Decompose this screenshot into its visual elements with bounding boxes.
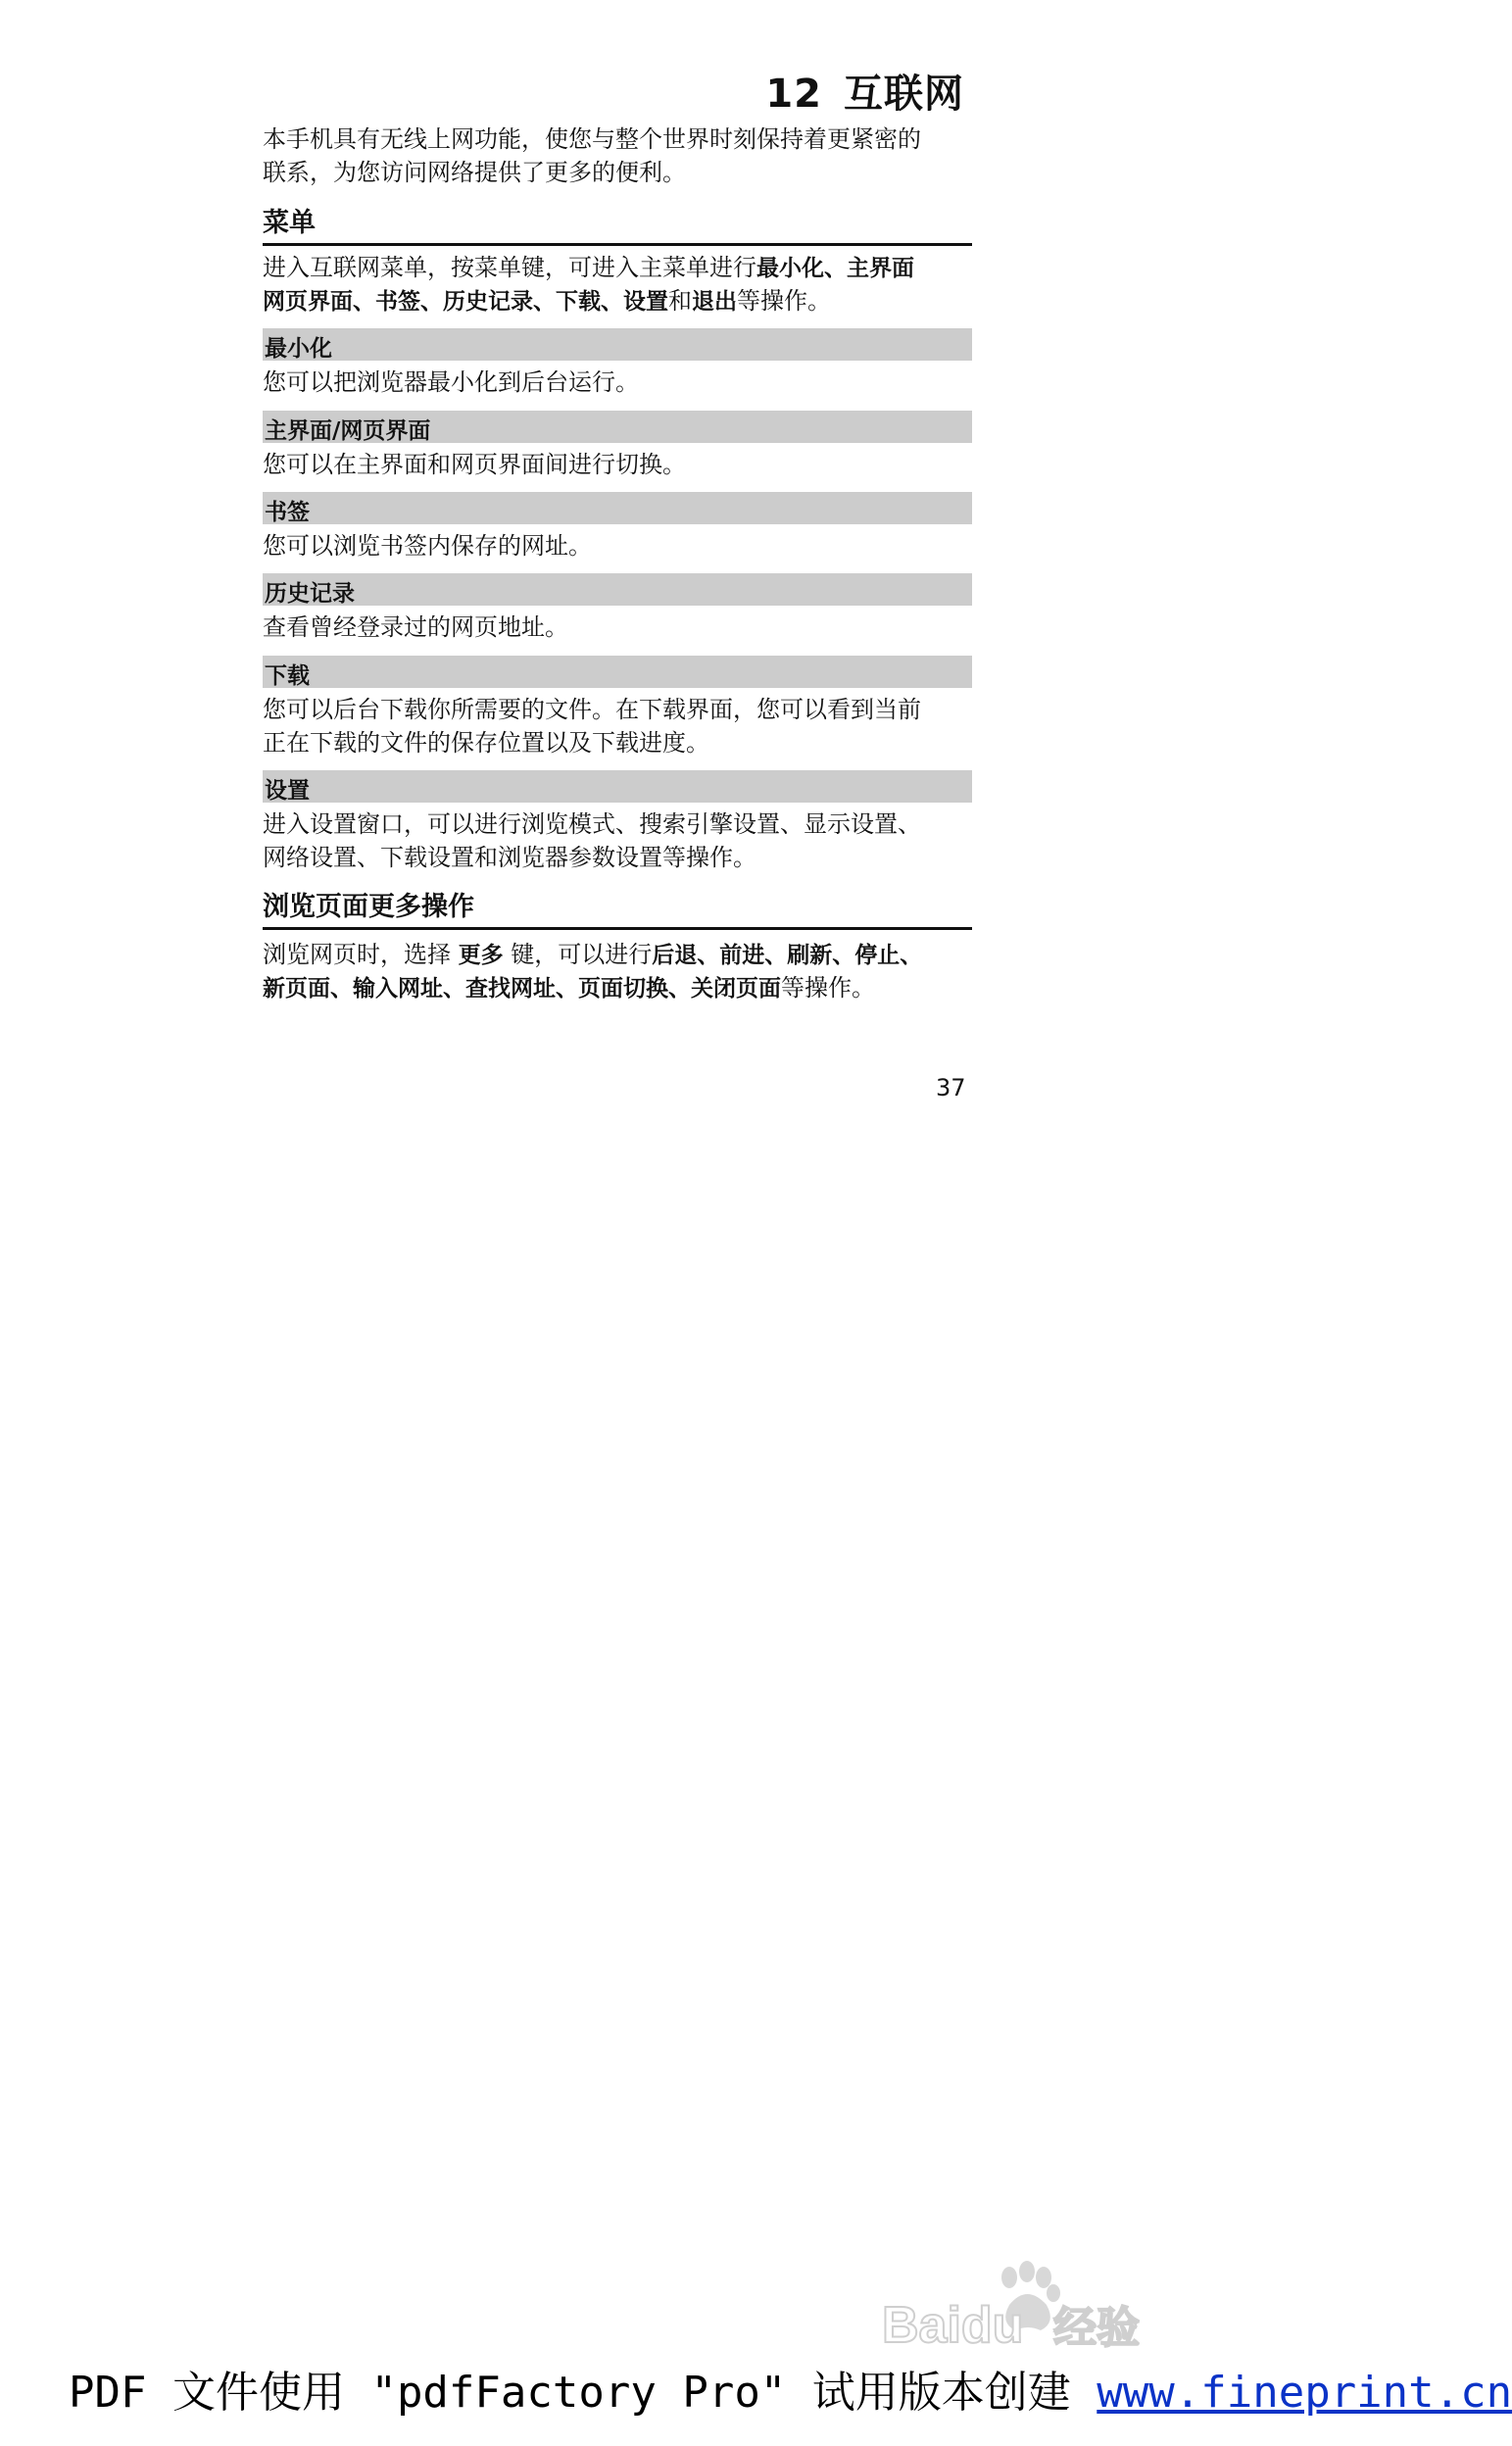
watermark-brand: Baidu	[882, 2297, 1024, 2354]
more-operations-line-2: 新页面、输入网址、查找网址、页面切换、关闭页面等操作。	[263, 974, 875, 1002]
subheading-bookmarks-text: 书签	[265, 500, 310, 525]
footer-banner-link[interactable]: www.fineprint.cn	[1097, 2368, 1512, 2418]
bookmarks-description: 您可以浏览书签内保存的网址。	[263, 532, 592, 560]
baidu-jingyan-watermark-icon	[862, 2244, 1156, 2362]
settings-description-line-2: 网络设置、下载设置和浏览器参数设置等操作。	[263, 844, 756, 871]
subheading-minimize-text: 最小化	[265, 336, 332, 362]
subheading-main-web-view-text: 主界面/网页界面	[265, 418, 431, 444]
footer-banner-text: PDF 文件使用 "pdfFactory Pro" 试用版本创建	[69, 2368, 1097, 2418]
subheading-bookmarks	[263, 492, 972, 524]
section-heading-menu-text: 菜单	[263, 208, 316, 238]
subheading-history	[263, 573, 972, 606]
page-number: 37	[936, 1074, 966, 1101]
chapter-number: 12	[765, 72, 822, 117]
download-description-line-2: 正在下载的文件的保存位置以及下载进度。	[263, 729, 709, 757]
chapter-name: 互联网	[844, 72, 964, 117]
menu-paragraph-line-1: 进入互联网菜单，按菜单键，可进入主菜单进行最小化、主界面	[263, 254, 914, 281]
intro-paragraph-line-2: 联系，为您访问网络提供了更多的便利。	[263, 159, 686, 186]
subheading-download	[263, 656, 972, 688]
watermark-subtitle: 经验	[1053, 2303, 1140, 2353]
section-heading-menu	[263, 200, 972, 246]
subheading-main-web-view	[263, 411, 972, 443]
subheading-download-text: 下载	[265, 663, 310, 689]
minimize-description: 您可以把浏览器最小化到后台运行。	[263, 368, 639, 396]
history-description: 查看曾经登录过的网页地址。	[263, 613, 568, 641]
pdffactory-footer-banner	[69, 2357, 1512, 2418]
section-heading-more-operations-text: 浏览页面更多操作	[263, 892, 474, 922]
intro-paragraph-line-1: 本手机具有无线上网功能，使您与整个世界时刻保持着更紧密的	[263, 125, 921, 153]
section-heading-more-operations	[263, 884, 972, 930]
chapter-title	[765, 63, 964, 119]
subheading-settings-text: 设置	[265, 778, 310, 804]
download-description-line-1: 您可以后台下载你所需要的文件。在下载界面，您可以看到当前	[263, 696, 921, 723]
more-operations-line-1: 浏览网页时，选择 更多 键，可以进行后退、前进、刷新、停止、	[263, 941, 923, 968]
settings-description-line-1: 进入设置窗口，可以进行浏览模式、搜索引擎设置、显示设置、	[263, 810, 921, 838]
subheading-minimize	[263, 328, 972, 361]
menu-paragraph-line-2: 网页界面、书签、历史记录、下载、设置和退出等操作。	[263, 287, 831, 315]
subheading-history-text: 历史记录	[265, 581, 355, 607]
main-web-view-description: 您可以在主界面和网页界面间进行切换。	[263, 451, 686, 478]
subheading-settings	[263, 770, 972, 803]
